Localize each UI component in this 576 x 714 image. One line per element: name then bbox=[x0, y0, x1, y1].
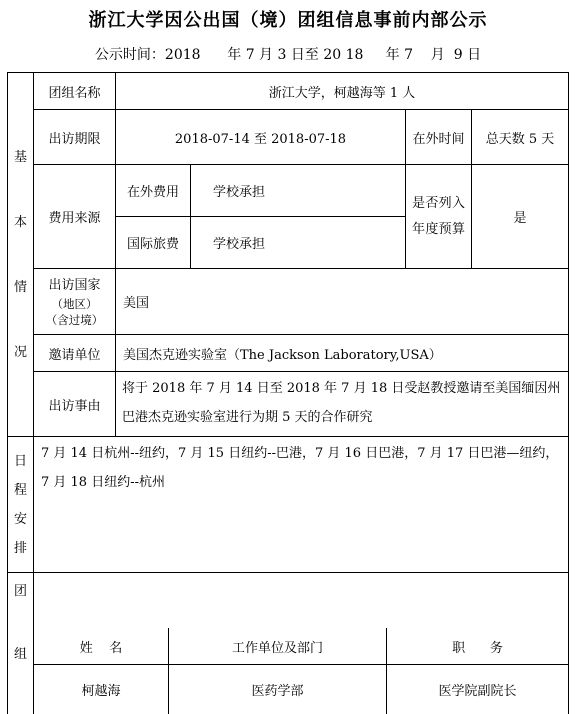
label-abroad-time: 在外时间 bbox=[412, 131, 465, 147]
section-basic-char: 本 bbox=[13, 214, 27, 230]
member-name: 柯越海 bbox=[81, 684, 121, 699]
section-schedule-char: 程 bbox=[13, 482, 27, 498]
label-region: （地区） bbox=[51, 296, 98, 311]
member-header-name: 姓 名 bbox=[79, 641, 123, 656]
label-reason: 出访事由 bbox=[48, 398, 101, 414]
label-abroad-fee: 在外费用 bbox=[126, 185, 179, 200]
label-visit-country: 出访国家 bbox=[48, 277, 101, 293]
value-inviter: 美国杰克逊实验室（The Jackson Laboratory,USA） bbox=[123, 347, 442, 363]
notice-time: 公示时间：2018 年 7 月 3 日至 20 18 年 7 月 9 日 bbox=[94, 47, 482, 63]
value-abroad-fee: 学校承担 bbox=[213, 185, 266, 200]
value-total-days: 总天数 5 天 bbox=[485, 131, 555, 147]
section-members-char: 组 bbox=[13, 647, 27, 662]
section-members-char: 团 bbox=[13, 584, 27, 599]
section-schedule-char: 排 bbox=[13, 540, 27, 556]
member-header-unit: 工作单位及部门 bbox=[231, 641, 323, 656]
label-group-name: 团组名称 bbox=[48, 85, 101, 101]
value-in-budget: 是 bbox=[513, 211, 527, 226]
section-basic-char: 基 bbox=[13, 149, 27, 165]
member-position: 医学院副院长 bbox=[438, 684, 517, 699]
value-travel-fee: 学校承担 bbox=[213, 237, 266, 252]
section-schedule bbox=[8, 437, 33, 572]
section-schedule-char: 日 bbox=[13, 453, 27, 469]
label-transit: （含过境） bbox=[45, 312, 104, 327]
member-header-position: 职 务 bbox=[452, 641, 503, 656]
label-visit-period: 出访期限 bbox=[48, 131, 101, 147]
value-reason: 将于 2018 年 7 月 14 日至 2018 年 7 月 18 日受赵教授邀请至美国缅因州巴港杰克逊实验室进行为期 5 天的合作研究 bbox=[122, 381, 561, 425]
label-inviter: 邀请单位 bbox=[48, 347, 101, 363]
section-basic bbox=[8, 73, 33, 436]
label-in-budget: 是否列入年度预算 bbox=[412, 195, 465, 237]
value-group-name: 浙江大学，柯越海等 1 人 bbox=[268, 85, 416, 101]
label-visit-country-group bbox=[34, 269, 115, 334]
member-unit: 医药学部 bbox=[251, 684, 304, 699]
value-visit-country: 美国 bbox=[123, 296, 150, 311]
schedule-text: 7 月 14 日杭州--纽约，7 月 15 日纽约--巴港，7 月 16 日巴港，7 月 17 日巴港—纽约，7 月 18 日纽约--杭州 bbox=[41, 446, 559, 490]
section-basic-char: 情 bbox=[13, 279, 27, 295]
section-schedule-char: 安 bbox=[13, 511, 27, 527]
label-travel-fee: 国际旅费 bbox=[126, 237, 179, 252]
section-basic-char: 况 bbox=[13, 344, 27, 360]
value-visit-period: 2018-07-14 至 2018-07-18 bbox=[174, 131, 347, 147]
page-title: 浙江大学因公出国（境）团组信息事前内部公示 bbox=[88, 10, 488, 31]
section-members bbox=[8, 573, 33, 673]
label-fee-source: 费用来源 bbox=[48, 211, 101, 226]
